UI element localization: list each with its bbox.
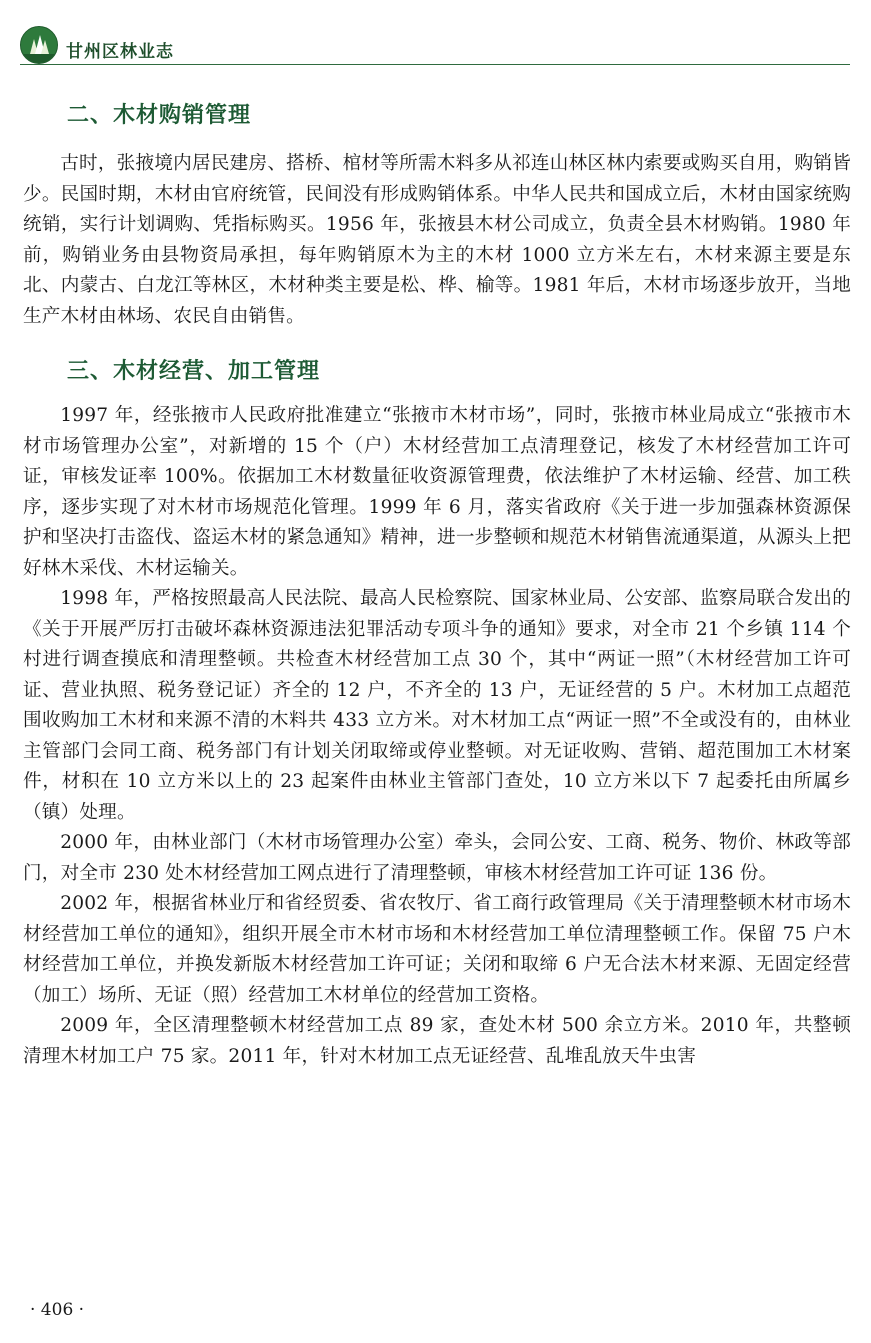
section-heading-timber-processing: 三、木材经营、加工管理 — [67, 359, 321, 384]
book-title: 甘州区林业志 — [66, 42, 174, 62]
paragraph: 2009 年，全区清理整顿木材经营加工点 89 家，查处木材 500 余立方米。2010 年，共整顿清理木材加工户 75 家。2011 年，针对木材加工点无证经营、乱堆乱放天牛虫害 — [23, 1015, 851, 1067]
paragraph: 2000 年，由林业部门（木材市场管理办公室）牵头，会同公安、工商、税务、物价、林政等部门，对全市 230 处木材经营加工网点进行了清理整顿，审核木材经营加工许可证 136 份。 — [23, 832, 851, 884]
page-header — [20, 26, 850, 65]
forest-trees-logo-icon — [20, 26, 58, 64]
page-number: · 406 · — [30, 1300, 85, 1320]
paragraph: 2002 年，根据省林业厅和省经贸委、省农牧厅、省工商行政管理局《关于清理整顿木材市场木材经营加工单位的通知》，组织开展全市木材市场和木材经营加工单位清理整顿工作。保留 75 户木材经营加工单位，并换发新版木材经营加工许可证；关闭和取缔 6 户无合法木材来源、无固定经营（加工）场所、无证（照）经营加工木材单位的经营加工资格。 — [23, 893, 851, 1006]
paragraph: 1997 年，经张掖市人民政府批准建立“张掖市木材市场”，同时，张掖市林业局成立“张掖市木材市场管理办公室”，对新增的 15 个（户）木材经营加工点清理登记，核发了木材经营加工许可证，审核发证率 100%。依据加工木材数量征收资源管理费，依法维护了木材运输、经营、加工秩序，逐步实现了对木材市场规范化管理。1999 年 6 月，落实省政府《关于进一步加强森林资源保护和坚决打击盗伐、盗运木材的紧急通知》精神，进一步整顿和规范木材销售流通渠道，从源头上把好林木采伐、木材运输关。 — [23, 405, 851, 579]
paragraph: 古时，张掖境内居民建房、搭桥、棺材等所需木料多从祁连山林区林内索要或购买自用，购销皆少。民国时期，木材由官府统管，民间没有形成购销体系。中华人民共和国成立后，木材由国家统购统销，实行计划调购、凭指标购买。1956 年，张掖县木材公司成立，负责全县木材购销。1980 年前，购销业务由县物资局承担，每年购销原木为主的木材 1000 立方米左右，木材来源主要是东北、内蒙古、白龙江等林区，木材种类主要是松、桦、榆等。1981 年后，木材市场逐步放开，当地生产木材由林场、农民自由销售。 — [23, 153, 851, 327]
paragraph: 1998 年，严格按照最高人民法院、最高人民检察院、国家林业局、公安部、监察局联合发出的《关于开展严厉打击破坏森林资源违法犯罪活动专项斗争的通知》要求，对全市 21 个乡镇 114 个村进行调查摸底和清理整顿。共检查木材经营加工点 30 个，其中“两证一照”（木材经营加工许可证、营业执照、税务登记证）齐全的 12 户，不齐全的 13 户，无证经营的 5 户。木材加工点超范围收购加工木材和来源不清的木料共 433 立方米。对木材加工点“两证一照”不全或没有的，由林业主管部门会同工商、税务部门有计划关闭取缔或停业整顿。对无证收购、营销、超范围加工木材案件，材积在 10 立方米以上的 23 起案件由林业主管部门查处，10 立方米以下 7 起委托由所属乡（镇）处理。 — [23, 588, 851, 823]
section-heading-timber-trade: 二、木材购销管理 — [67, 103, 252, 128]
page-content — [23, 98, 851, 1072]
